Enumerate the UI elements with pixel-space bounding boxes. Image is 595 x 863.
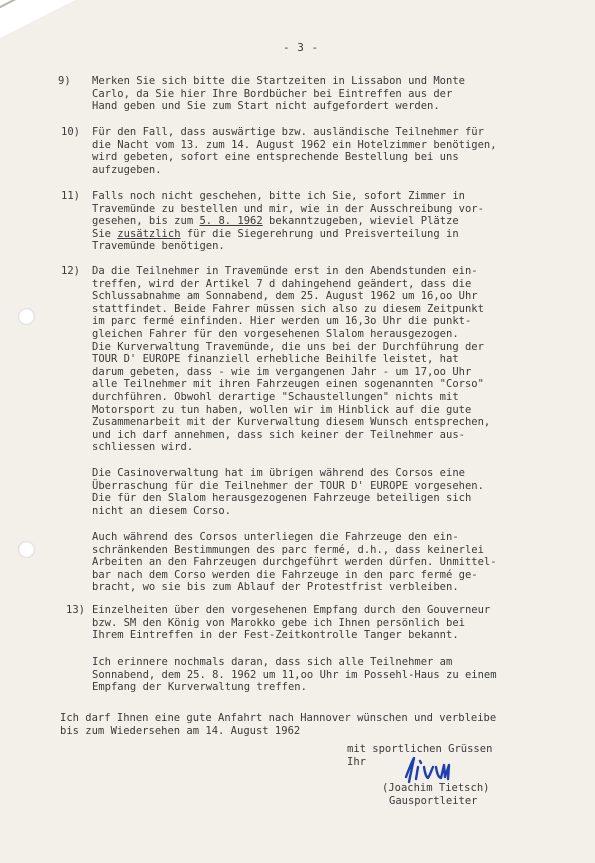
text-line: Ich darf Ihnen eine gute Anfahrt nach Hannover wünschen und verbleibe (60, 712, 497, 724)
text-line: Travemünde benötigen. (92, 240, 225, 253)
text-line: Merken Sie sich bitte die Startzeiten in Lissabon und Monte (92, 75, 465, 87)
item-number: 13) (66, 604, 85, 616)
text-line: Überraschung für die Teilnehmer der TOUR D' EUROPE vorgesehen. (92, 479, 484, 492)
text-line: schliessen wird. (92, 441, 194, 454)
text-line: TOUR D' EUROPE finanziell erhebliche Beihilfe leistet, hat (92, 353, 459, 366)
salutation-line: Ihr (347, 755, 366, 768)
text-segment: bekanntzugeben, wieviel Plätze (269, 215, 459, 228)
text-line: Falls noch nicht geschehen, bitte ich Sie, sofort Zimmer in (92, 190, 465, 202)
signatory-title: Gausportleiter (389, 794, 478, 807)
text-line: Da die Teilnehmer in Travemünde erst in den Abendstunden ein- (92, 265, 478, 277)
punch-hole-top (18, 308, 35, 325)
text-line: wird gebeten, sofort eine entsprechende Bestellung bei uns (92, 151, 459, 164)
item-10 (61, 126, 497, 176)
text-line: nicht an diesem Corso. (92, 504, 232, 517)
text-line: Empfang der Kurverwaltung treffen. (92, 681, 307, 694)
text-line: Die für den Slalom herausgezogenen Fahrzeuge beteiligen sich (92, 492, 472, 505)
item-11 (61, 190, 484, 253)
paragraph-parc-ferme (92, 531, 497, 594)
text-line: aufzugeben. (92, 163, 162, 176)
text-line: im parc fermé einfinden. Hier werden um 16,3o Uhr die punkt- (92, 315, 472, 328)
text-line: Die Kurverwaltung Travemünde, die uns bei der Durchführung der (92, 340, 484, 353)
text-line: alle Teilnehmer mit ihren Fahrzeugen einen sogenannten "Corso" (92, 378, 484, 391)
item-number: 12) (61, 265, 80, 277)
item-number: 10) (61, 126, 80, 138)
text-line: stattfindet. Beide Fahrer müssen sich also zu diesem Zeitpunkt (92, 302, 484, 315)
text-line: Schlussabnahme am Sonnabend, dem 25. August 1962 um 16,oo Uhr (92, 290, 478, 303)
text-line: Hand geben und Sie zum Start nicht aufgefordert werden. (92, 100, 440, 113)
punch-hole-bottom (18, 541, 35, 558)
signatory (382, 782, 489, 807)
text-line: bracht, wo sie bis zum Ablauf der Protestfrist verbleiben. (92, 581, 459, 594)
text-line: bis zum Wiedersehen am 14. August 1962 (60, 724, 301, 737)
text-line: Ich erinnere nochmals daran, dass sich alle Teilnehmer am (92, 656, 453, 668)
underlined-word: zusätzlich (117, 227, 181, 240)
text-line: bar nach dem Corso werden die Fahrzeuge in den parc fermé ge- (92, 568, 478, 581)
text-line (92, 215, 484, 228)
text-line: durchführen. Obwohl derartige "Schaustellungen" nichts mit (92, 390, 459, 403)
item-number: 11) (61, 190, 80, 202)
text-line: gleichen Fahrer für den vorgesehenen Slalom herausgezogen. (92, 327, 459, 340)
text-line: darum gebeten, dass - wie im vergangenen Jahr - um 17,oo Uhr (92, 365, 472, 378)
folded-corner (0, 0, 75, 38)
page-number: - 3 - (283, 41, 319, 54)
text-line: Arbeiten an den Fahrzeugen durchgeführt werden dürfen. Unmittel- (92, 556, 497, 569)
text-line: Einzelheiten über den vorgesehenen Empfang durch den Gouverneur (92, 604, 491, 616)
text-line: bzw. SM den König von Marokko gebe ich Ihnen persönlich bei (92, 616, 465, 629)
text-segment: gesehen, bis zum (92, 215, 194, 228)
closing-text (60, 712, 496, 737)
text-line: Die Casinoverwaltung hat im übrigen während des Corsos eine (92, 467, 465, 479)
text-line: treffen, wird der Artikel 7 d dahingehend geändert, dass die (92, 277, 472, 290)
deadline-date: 5. 8. 1962 (199, 215, 263, 228)
text-line: Motorsport zu tun haben, wollen wir im Hinblick auf die gute (92, 403, 472, 416)
text-segment: für die Siegerehrung und Preisverteilung in (186, 227, 459, 240)
salutation-line: mit sportlichen Grüssen (347, 743, 493, 755)
text-line: Carlo, da Sie hier Ihre Bordbücher bei Eintreffen aus der (92, 87, 453, 100)
item-12 (61, 265, 491, 454)
text-line: Ihrem Eintreffen in der Fest-Zeitkontrolle Tanger bekannt. (92, 629, 459, 642)
text-line: und ich darf annehmen, dass sich keiner der Teilnehmer aus- (92, 428, 465, 441)
text-line: schränkenden Bestimmungen des parc fermé, d.h., dass keinerlei (92, 543, 484, 556)
paragraph-reminder (92, 656, 497, 694)
text-line: Für den Fall, dass auswärtige bzw. ausländische Teilnehmer für (92, 126, 484, 138)
text-line: Sonnabend, dem 25. 8. 1962 um 11,oo Uhr im Possehl-Haus zu einem (92, 668, 497, 681)
text-line: die Nacht vom 13. zum 14. August 1962 ein Hotelzimmer benötigen, (92, 138, 497, 151)
item-9 (58, 75, 465, 113)
item-number: 9) (58, 75, 71, 87)
text-line: Travemünde zu bestellen und mir, wie in der Ausschreibung vor- (92, 202, 484, 215)
paragraph-casino (92, 467, 484, 517)
text-line: Auch während des Corsos unterliegen die Fahrzeuge den ein- (92, 531, 459, 543)
text-segment: Sie (92, 227, 111, 240)
item-13 (66, 604, 491, 642)
text-line: Zusammenarbeit mit der Kurverwaltung diesem Wunsch entsprechen, (92, 416, 491, 429)
text-line (92, 228, 484, 241)
signatory-name: (Joachim Tietsch) (382, 782, 490, 794)
